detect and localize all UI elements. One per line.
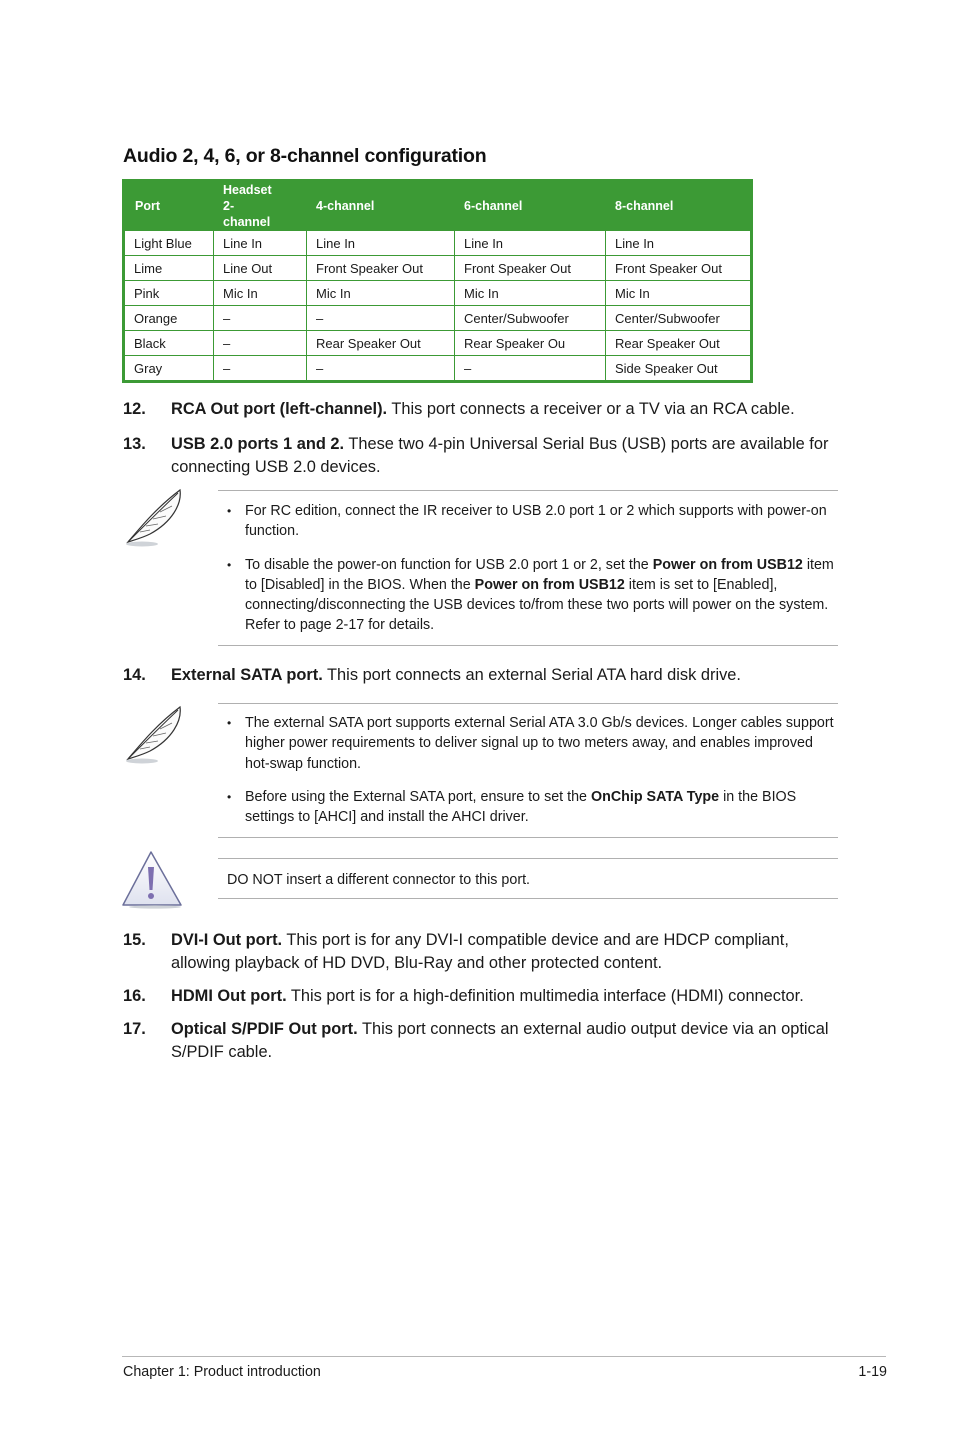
header-port: Port (125, 182, 213, 230)
item-text: This port is for a high-definition multimedia interface (HDMI) connector. (290, 987, 804, 1005)
note-divider-bottom (218, 837, 838, 838)
footer-chapter: Chapter 1: Product introduction (123, 1364, 321, 1380)
table-row (125, 255, 750, 280)
note-divider-bottom (218, 645, 838, 646)
note-bullet: • To disable the power-on function for USB 2.0 port 1 or 2, set the Power on from USB12 item to [Disabled] in the BIOS. When the Power on from USB12 item is set to [Enabled], connecting/disconnecting the USB devices to/from these two ports will power on the system. Refer to page 2-17 for details. (227, 555, 839, 636)
table-header-row (125, 182, 750, 230)
table-cell: Mic In (306, 280, 454, 305)
item-lead: DVI-I Out port. (171, 931, 283, 949)
table-row (125, 355, 750, 380)
table-cell: – (213, 330, 306, 355)
table-cell: – (454, 355, 605, 380)
section-title: Audio 2, 4, 6, or 8-channel configuration (123, 145, 487, 167)
table-row (125, 280, 750, 305)
item-text: This port connects a receiver or a TV via an RCA cable. (391, 400, 795, 418)
table-cell: Center/Subwoofer (605, 305, 750, 330)
table-cell: – (213, 355, 306, 380)
item-text: These two 4-pin Universal Serial Bus (USB) ports are available for connecting USB 2.0 devices. (171, 435, 829, 476)
header-4ch: 4-channel (306, 182, 454, 230)
item-text: This port connects an external audio output device via an optical S/PDIF cable. (171, 1020, 829, 1061)
table-cell: Front Speaker Out (454, 255, 605, 280)
audio-config-table (122, 179, 753, 383)
item-number: 17. (123, 1020, 146, 1038)
item-lead: External SATA port. (171, 666, 323, 684)
item-text: This port connects an external Serial ATA hard disk drive. (327, 666, 741, 684)
item-number: 16. (123, 987, 146, 1005)
item-text: This port is for any DVI-I compatible device and are HDCP compliant, allowing playback of HD DVD, Blu-Ray and other protected content. (171, 931, 789, 972)
table-cell: Mic In (454, 280, 605, 305)
header-6ch: 6-channel (454, 182, 605, 230)
table-cell: Orange (125, 305, 213, 330)
item-lead: RCA Out port (left-channel). (171, 400, 388, 418)
table-row (125, 230, 750, 255)
item-15 (123, 929, 843, 975)
table-cell: Rear Speaker Ou (454, 330, 605, 355)
table-cell: Front Speaker Out (605, 255, 750, 280)
warning-divider-bottom (218, 898, 838, 899)
table-row (125, 305, 750, 330)
footer-page-number: 1-19 (858, 1364, 887, 1380)
table-cell: – (306, 305, 454, 330)
item-12 (123, 398, 843, 421)
table-cell: – (213, 305, 306, 330)
warning-text: DO NOT insert a different connector to this port. (227, 872, 531, 888)
item-17 (123, 1018, 843, 1064)
table-cell: Line In (454, 230, 605, 255)
table-cell: Pink (125, 280, 213, 305)
warning-triangle-icon (121, 849, 185, 909)
item-number: 14. (123, 666, 146, 684)
note-bullet: • Before using the External SATA port, ensure to set the OnChip SATA Type in the BIOS settings to [AHCI] and install the AHCI driver. (227, 787, 839, 828)
footer-divider (122, 1356, 886, 1357)
table-cell: Front Speaker Out (306, 255, 454, 280)
item-16 (123, 985, 843, 1008)
feather-pen-icon (120, 701, 186, 765)
table-cell: Line In (605, 230, 750, 255)
note-sata-content (227, 713, 839, 840)
item-number: 12. (123, 400, 146, 418)
table-cell: Line In (213, 230, 306, 255)
table-cell: Lime (125, 255, 213, 280)
item-lead: USB 2.0 ports 1 and 2. (171, 435, 345, 453)
table-cell: Line In (306, 230, 454, 255)
table-row (125, 330, 750, 355)
table-cell: Black (125, 330, 213, 355)
note-usb-content (227, 501, 839, 649)
feather-pen-icon (120, 484, 186, 548)
note-divider-top (218, 490, 838, 491)
table-cell: Center/Subwoofer (454, 305, 605, 330)
warning-divider-top (218, 858, 838, 859)
table-cell: Rear Speaker Out (306, 330, 454, 355)
table-cell: Gray (125, 355, 213, 380)
item-lead: HDMI Out port. (171, 987, 287, 1005)
note-bullet: • For RC edition, connect the IR receiver to USB 2.0 port 1 or 2 which supports with power-on function. (227, 501, 839, 542)
header-headset: Headset 2-channel (213, 182, 306, 230)
table-cell: Mic In (605, 280, 750, 305)
item-number: 13. (123, 435, 146, 453)
table-cell: Side Speaker Out (605, 355, 750, 380)
item-14 (123, 664, 843, 687)
table-cell: Line Out (213, 255, 306, 280)
header-8ch: 8-channel (605, 182, 750, 230)
table-cell: Mic In (213, 280, 306, 305)
item-number: 15. (123, 931, 146, 949)
item-13 (123, 433, 843, 479)
table-cell: – (306, 355, 454, 380)
table-cell: Light Blue (125, 230, 213, 255)
note-bullet: • The external SATA port supports external Serial ATA 3.0 Gb/s devices. Longer cables support higher power requirements to deliver signal up to two meters away, and enables improved hot-swap function. (227, 713, 839, 774)
table-cell: Rear Speaker Out (605, 330, 750, 355)
note-divider-top (218, 703, 838, 704)
item-lead: Optical S/PDIF Out port. (171, 1020, 358, 1038)
